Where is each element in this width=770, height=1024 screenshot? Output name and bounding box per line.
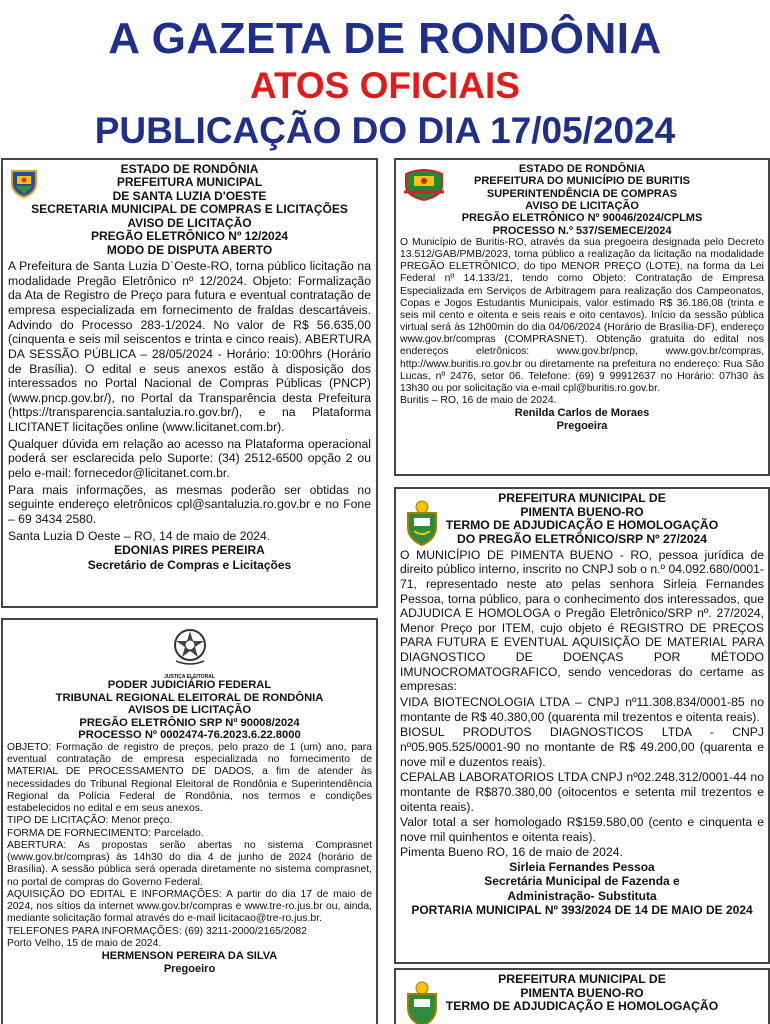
notice-body: ABERTURA: As propostas serão abertas no sistema Comprasnet (www.gov.br/compras) às 14h30 do dia 4 de junho de 2024 (horário de Brasília). A sessão pública será operada diretamente no sistema comprasnet, no portal de compras do Governo Federal.: [7, 839, 372, 888]
notice-place-date: Santa Luzia D Oeste – RO, 14 de maio de 2024.: [8, 528, 271, 543]
section-title: ATOS OFICIAIS: [250, 65, 520, 106]
notice-header: PREFEITURA MUNICIPAL DE PIMENTA BUENO-RO TERMO DE ADJUDICAÇÃO E HOMOLOGAÇÃO DO PREGÃO ELETRÔNICO/SRP Nº 27/2024: [445, 491, 719, 546]
notice-body: FORMA DE FORNECIMENTO: Parcelado.: [7, 827, 204, 839]
notice-body: Para mais informações, as mesmas poderão ser obtidas no seguinte endereço eletrônicos cpl@santaluzia.ro.gov.br e no Fone – 69 3434 2580.: [8, 482, 371, 526]
notice-winner: VIDA BIOTECNOLOGIA LTDA – CNPJ nº11.308.834/0001-85 no montante de R$ 40.380,00 (quarenta mil trezentos e oitenta reais).: [400, 695, 764, 724]
notice-body: A Prefeitura de Santa Luzia D`Oeste-RO, torna público licitação na modalidade Pregão Eletrônico nº 12/2024. Objeto: Formalização da Ata de Registro de Preço para futura e eventual contratação de empresa especializada em fornecimento de fraldas descartáveis. Advindo do Processo 283-1/2024. No valor de R$ 56.635,00 (cinquenta e seis mil seiscentos e trinta e cinco reais). ABERTURA DA SESSÃO PÚBLICA – 28/05/2024 - Horário: 10:00hrs (Horário de Brasília). O edital e seus anexos estão à disposição dos interessados no Portal Nacional de Compras Públicas (PNCP) (www.pncp.gov.br/), no Portal da Transparência desta Prefeitura (https://transparencia.santaluzia.ro.gov.br/), e na Plataforma LICITANET licitações online (www.licitanet.com.br).: [8, 259, 371, 435]
notice-header: ESTADO DE RONDÔNIA PREFEITURA MUNICIPAL DE SANTA LUZIA D'OESTE SECRETARIA MUNICIPAL DE COMPRAS E LICITAÇÕES AVISO DE LICITAÇÃO PREGÃO ELETRÔNICO Nº 12/2024 MODO DE DISPUTA ABERTO: [31, 162, 348, 257]
notice-body: TELEFONES PARA INFORMAÇÕES: (69) 3211-2000/2165/2082: [7, 925, 307, 937]
signature-block: Sirleia Fernandes Pessoa Secretária Municipal de Fazenda e Administração- Substituta PORTARIA MUNICIPAL Nº 393/2024 DE 14 DE MAIO DE 2024: [411, 860, 753, 918]
notice-place-date: Buritis – RO, 16 de maio de 2024.: [400, 395, 557, 407]
notice-header: PODER JUDICIÁRIO FEDERAL TRIBUNAL REGIONAL ELEITORAL DE RONDÔNIA AVISOS DE LICITAÇÃO PREGÃO ELETRÔNIO SRP Nº 90008/2024 PROCESSO Nº 0002474-76.2023.6.22.8000: [55, 679, 324, 742]
emblem-caption: JUSTIÇA ELEITORAL: [164, 674, 215, 680]
notice-winner: BIOSUL PRODUTOS DIAGNOSTICOS LTDA - CNPJ nº05.905.525/0001-90 no montante de R$ 49.200,00 (quarenta e nove mil e duzentos reais).: [400, 725, 764, 769]
notice-buritis: [394, 158, 770, 476]
publication-date: PUBLICAÇÃO DO DIA 17/05/2024: [94, 110, 676, 151]
notice-body: TIPO DE LICITAÇÃO: Menor preço.: [7, 815, 173, 827]
signature-block: Renilda Carlos de Moraes Pregoeira: [514, 407, 650, 433]
signature-block: EDONIAS PIRES PEREIRA Secretário de Compras e Licitações: [87, 543, 292, 572]
masthead: [0, 0, 770, 156]
notice-body: Qualquer dúvida em relação ao acesso na Plataforma operacional poderá ser esclarecida pelo Suporte: (34) 2512-6500 opção 2 ou pelo e-mail: fornecedor@licitanet.com.br.: [8, 436, 371, 481]
buritis-coat-of-arms-icon: [402, 166, 446, 207]
notice-pimenta-bueno-next: [394, 968, 770, 1024]
newspaper-title: A GAZETA DE RONDÔNIA: [108, 14, 662, 63]
notice-body: AQUISIÇÃO DO EDITAL E INFORMAÇÕES: A partir do dia 17 de maio de 2024, nos sítios da internet www.gov.br/compras e www.tre-ro.jus.br ou, ainda, mediante solicitação formal através do e-mail licitacao@tre-ro.jus.br.: [7, 888, 372, 925]
notice-body: O MUNICÍPIO DE PIMENTA BUENO - RO, pessoa jurídica de direito público interno, inscrito no CNPJ sob o n.º 04.092.680/0001-71, representado neste ato pelas senhora Sirleia Fernandes Pessoa, torna público, para o conhecimento dos interessados, que ADJUDICA E HOMOLOGA o Pregão Eletrônico/SRP nº. 27/2024, Menor Preço por ITEM, cujo objeto é REGISTRO DE PREÇOS PARA FUTURA E EVENTUAL AQUISIÇÃO DE MATERIAL PARA DIAGNOSTICO DE DOENÇAS POR MÉTODO IMUNOCROMATOGRAFICO, sendo vencedoras do certame as empresas:: [400, 547, 764, 694]
notice-winner: CEPALAB LABORATORIOS LTDA CNPJ nº02.248.312/0001-44 no montante de R$870.380,00 (oitocentos e setenta mil trezentos e oitenta reais).: [400, 770, 764, 814]
pimenta-bueno-coat-of-arms-icon: [404, 980, 440, 1024]
pimenta-bueno-coat-of-arms-icon: [404, 499, 440, 552]
municipal-coat-of-arms-icon: [8, 168, 40, 203]
notice-header: PREFEITURA MUNICIPAL DE PIMENTA BUENO-RO TERMO DE ADJUDICAÇÃO E HOMOLOGAÇÃO: [445, 972, 719, 1014]
notice-place-date: Porto Velho, 15 de maio de 2024.: [7, 937, 162, 949]
signature-block: HERMENSON PEREIRA DA SILVA Pregoeiro: [101, 950, 278, 976]
notice-body: O Município de Buritis-RO, através da sua pregoeira designada pelo Decreto 13.512/GAB/PMB/2023, torna público a realização da licitação na modalidade PREGÃO ELETRÔNICO, do tipo MENOR PREÇO (LOTE), na forma da Lei Federal nº 14.133/21, tendo como Objeto: Contratação de Empresa Especializada em Serviços de Arbitragem para realização dos Campeonatos, Copas e Jogos Estudantis Municipais, valor estimado R$ 36.186,08 (trinta e seis mil cento e oitenta e seis reais e oito centavos). Início da sessão pública virtual será às 12h00min do dia 04/06/2024 (Horário de Brasília-DF), endereço www.gov.br/compras (COMPRASNET). Obtenção gratuita do edital nos endereços eletrônicos: www.gov.br/pncp, www.gov.br/compras, http://www.buritis.ro.gov.br ou diretamente na prefeitura no endereço: Rua São Lucas, nº 2476, setor 06. Telefone: (69) 9 99912637 no Horário: 07h30 às 13h30 ou por solicitação via e-mail cpl@buritis.ro.gov.br.: [400, 236, 764, 394]
justica-eleitoral-crest-icon: [7, 623, 372, 679]
notice-place-date: Pimenta Bueno RO, 16 de maio de 2024.: [400, 845, 623, 860]
notice-body: OBJETO: Formação de registro de preços, pelo prazo de 1 (um) ano, para eventual contratação de empresa especializada no fornecimento de MATERIAL DE PROCESSAMENTO DE DADOS, a fim de atender às necessidades do Tribunal Regional Eleitoral de Rondônia e Superintendência Regional da Polícia Federal de Rondônia, nos termos e condições estabelecidos no edital e em seus anexos.: [7, 741, 372, 815]
notice-header: ESTADO DE RONDÔNIA PREFEITURA DO MUNICÍPIO DE BURITIS SUPERINTENDÊNCIA DE COMPRAS AVISO DE LICITAÇÃO PREGÃO ELETRÔNICO Nº 90046/2024/CPLMS PROCESSO N.º 537/SEMECE/2024: [461, 163, 703, 237]
notice-pimenta-bueno-27: [394, 487, 770, 964]
notice-total: Valor total a ser homologado R$159.580,00 (cento e cinquenta e nove mil quinhentos e oitenta reais).: [400, 815, 764, 844]
notice-tre-rondonia: [1, 618, 378, 1024]
notice-santa-luzia: [1, 158, 378, 608]
